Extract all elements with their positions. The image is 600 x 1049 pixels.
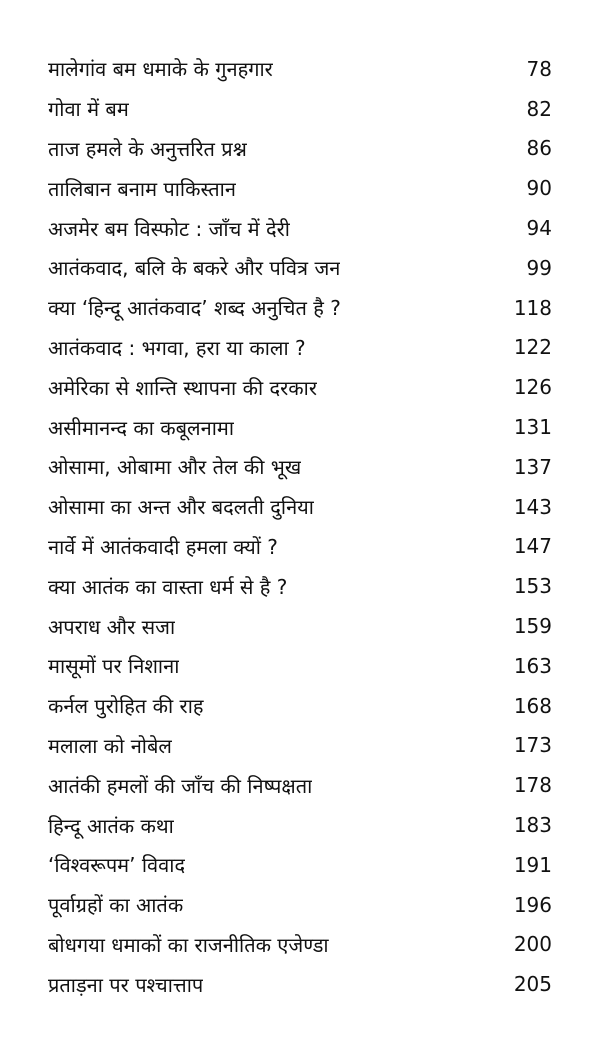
toc-entry-page: 200 [513, 932, 552, 957]
toc-entry-title: बोधगया धमाकों का राजनीतिक एजेण्डा [48, 932, 329, 957]
toc-entry-title: अपराध और सजा [48, 614, 176, 639]
toc-entry-title: असीमानन्द का कबूलनामा [48, 415, 235, 440]
toc-entry[interactable] [48, 487, 552, 527]
toc-entry-page: 159 [513, 614, 552, 639]
toc-entry-page: 90 [526, 176, 552, 201]
toc-entry-page: 183 [513, 813, 552, 838]
toc-entry[interactable] [48, 646, 552, 686]
toc-entry[interactable] [48, 964, 552, 1004]
toc-entry-page: 147 [513, 534, 552, 559]
toc-entry[interactable] [48, 566, 552, 606]
toc-entry[interactable] [48, 367, 552, 407]
toc-entry[interactable] [48, 726, 552, 766]
toc-entry-title: नार्वे में आतंकवादी हमला क्यों ? [48, 534, 278, 559]
toc-entry-title: ताज हमले के अनुत्तरित प्रश्न [48, 136, 247, 161]
toc-entry[interactable] [48, 208, 552, 248]
toc-entry[interactable] [48, 288, 552, 328]
toc-entry[interactable] [48, 168, 552, 208]
toc-entry-page: 196 [513, 892, 552, 917]
toc-entry-title: अमेरिका से शान्ति स्थापना की दरकार [48, 375, 318, 400]
toc-entry-page: 173 [513, 733, 552, 758]
toc-entry-title: मलाला को नोबेल [48, 733, 172, 758]
toc-entry-title: ओसामा, ओबामा और तेल की भूख [48, 455, 302, 480]
toc-entry-title: मालेगांव बम धमाके के गुनहगार [48, 57, 273, 82]
toc-entry-page: 131 [513, 415, 552, 440]
toc-entry-page: 99 [526, 255, 552, 280]
toc-entry-page: 153 [513, 574, 552, 599]
toc-entry-title: आतंकवाद : भगवा, हरा या काला ? [48, 335, 306, 360]
toc-entry[interactable] [48, 805, 552, 845]
toc-entry[interactable] [48, 925, 552, 965]
toc-entry[interactable] [48, 885, 552, 925]
toc-entry[interactable] [48, 89, 552, 129]
toc-entry-page: 163 [513, 653, 552, 678]
toc-entry-title: हिन्दू आतंक कथा [48, 813, 174, 838]
toc-entry-page: 191 [513, 852, 552, 877]
toc-entry-title: तालिबान बनाम पाकिस्तान [48, 176, 236, 201]
toc-entry[interactable] [48, 129, 552, 169]
toc-entry[interactable] [48, 606, 552, 646]
toc-entry[interactable] [48, 765, 552, 805]
toc-entry-title: आतंकवाद, बलि के बकरे और पवित्र जन [48, 256, 341, 281]
toc-entry-title: मासूमों पर निशाना [48, 654, 180, 679]
toc-entry-title: ‘विश्वरूपम’ विवाद [48, 853, 186, 878]
toc-entry-page: 78 [526, 56, 552, 81]
toc-entry-page: 94 [526, 216, 552, 241]
table-of-contents [48, 49, 552, 1004]
toc-entry-page: 205 [513, 972, 552, 997]
toc-entry-page: 126 [513, 375, 552, 400]
toc-entry-title: क्या ‘हिन्दू आतंकवाद’ शब्द अनुचित है ? [48, 296, 341, 321]
toc-entry-title: पूर्वाग्रहों का आतंक [48, 893, 184, 918]
toc-entry-title: आतंकी हमलों की जाँच की निष्पक्षता [48, 773, 313, 798]
toc-entry-title: गोवा में बम [48, 97, 129, 122]
toc-entry[interactable] [48, 328, 552, 368]
toc-entry[interactable] [48, 248, 552, 288]
toc-entry-title: प्रताड़ना पर पश्चात्ताप [48, 972, 204, 997]
toc-entry-page: 82 [526, 96, 552, 121]
toc-entry-page: 118 [513, 295, 552, 320]
toc-entry-page: 143 [513, 494, 552, 519]
toc-entry[interactable] [48, 49, 552, 89]
toc-entry-page: 122 [513, 335, 552, 360]
toc-entry-page: 178 [513, 773, 552, 798]
toc-entry[interactable] [48, 527, 552, 567]
toc-entry-title: अजमेर बम विस्फोट : जाँच में देरी [48, 216, 290, 241]
toc-entry[interactable] [48, 845, 552, 885]
toc-entry-page: 86 [526, 136, 552, 161]
toc-entry-page: 168 [513, 693, 552, 718]
toc-entry-page: 137 [513, 454, 552, 479]
toc-entry-title: क्या आतंक का वास्ता धर्म से है ? [48, 574, 288, 599]
toc-entry-title: ओसामा का अन्त और बदलती दुनिया [48, 495, 314, 520]
toc-entry[interactable] [48, 686, 552, 726]
toc-entry[interactable] [48, 447, 552, 487]
toc-entry-title: कर्नल पुरोहित की राह [48, 694, 204, 719]
toc-entry[interactable] [48, 407, 552, 447]
